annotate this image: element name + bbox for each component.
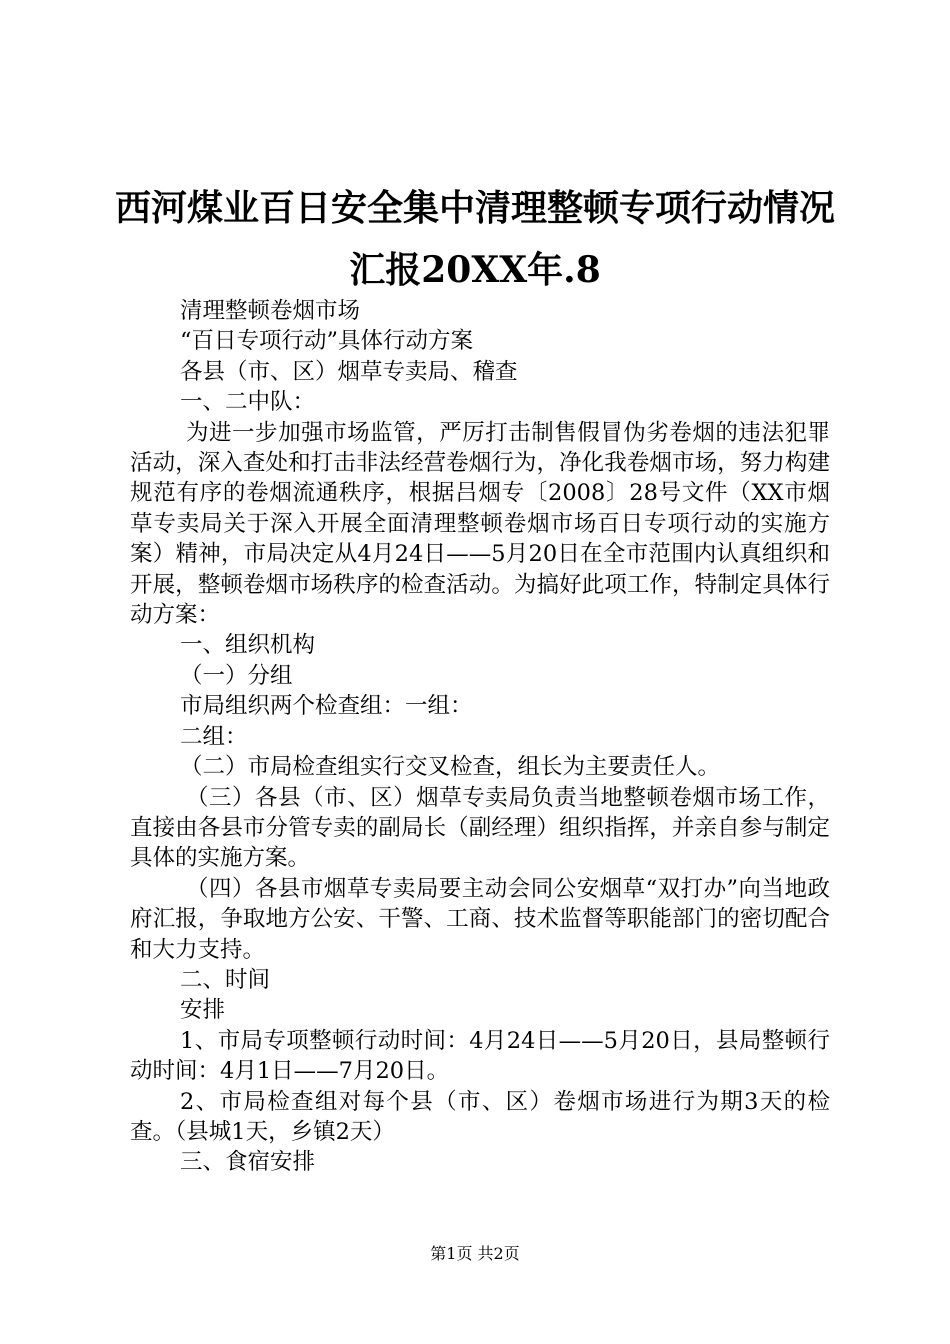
paragraph: （一）分组 <box>180 662 293 689</box>
paragraph: 一、二中队： <box>180 389 316 416</box>
document-title-line-1: 西河煤业百日安全集中清理整顿专项行动情况 <box>114 187 835 229</box>
document-body <box>130 296 830 1178</box>
paragraph: 各县（市、区）烟草专卖局、稽查 <box>180 358 518 385</box>
paragraph: 1、市局专项整顿行动时间：4月24日——5月20日，县局整顿行动时间：4月1日——7月20日。 <box>130 1027 830 1085</box>
paragraph: 2、市局检查组对每个县（市、区）卷烟市场进行为期3天的检查。（县城1天，乡镇2天） <box>130 1088 830 1145</box>
paragraph: （四）各县市烟草专卖局要主动会同公安烟草“双打办”向当地政府汇报，争取地方公安、干警、工商、技术监督等职能部门的密切配合和大力支持。 <box>130 875 830 963</box>
paragraph: 市局组织两个检查组：一组： <box>180 693 473 720</box>
paragraph: 二组： <box>180 723 248 750</box>
paragraph: （三）各县（市、区）烟草专卖局负责当地整顿卷烟市场工作，直接由各县市分管专卖的副局长（副经理）组织指挥，并亲自参与制定具体的实施方案。 <box>130 784 830 872</box>
section-heading: 二、时间 <box>180 966 271 993</box>
paragraph: 为进一步加强市场监管，严厉打击制售假冒伪劣卷烟的违法犯罪活动，深入查处和打击非法经营卷烟行为，净化我卷烟市场，努力构建规范有序的卷烟流通秩序，根据吕烟专〔2008〕28号文件（XX市烟草专卖局关于深入开展全面清理整顿卷烟市场百日专项行动的实施方案）精神，市局决定从4月24日——5月20日在全市范围内认真组织和开展，整顿卷烟市场秩序的检查活动。为搞好此项工作，特制定具体行动方案： <box>130 419 830 629</box>
page-footer: 第1页 共2页 <box>430 1244 520 1263</box>
paragraph: “百日专项行动”具体行动方案 <box>180 328 474 355</box>
paragraph: 安排 <box>180 997 226 1024</box>
paragraph: （二）市局检查组实行交叉检查，组长为主要责任人。 <box>180 754 721 781</box>
section-heading: 三、食宿安排 <box>180 1149 316 1176</box>
paragraph: 清理整顿卷烟市场 <box>180 298 361 324</box>
section-heading: 一、组织机构 <box>180 632 316 659</box>
document-title-line-2: 汇报20XX年.8 <box>349 249 601 291</box>
